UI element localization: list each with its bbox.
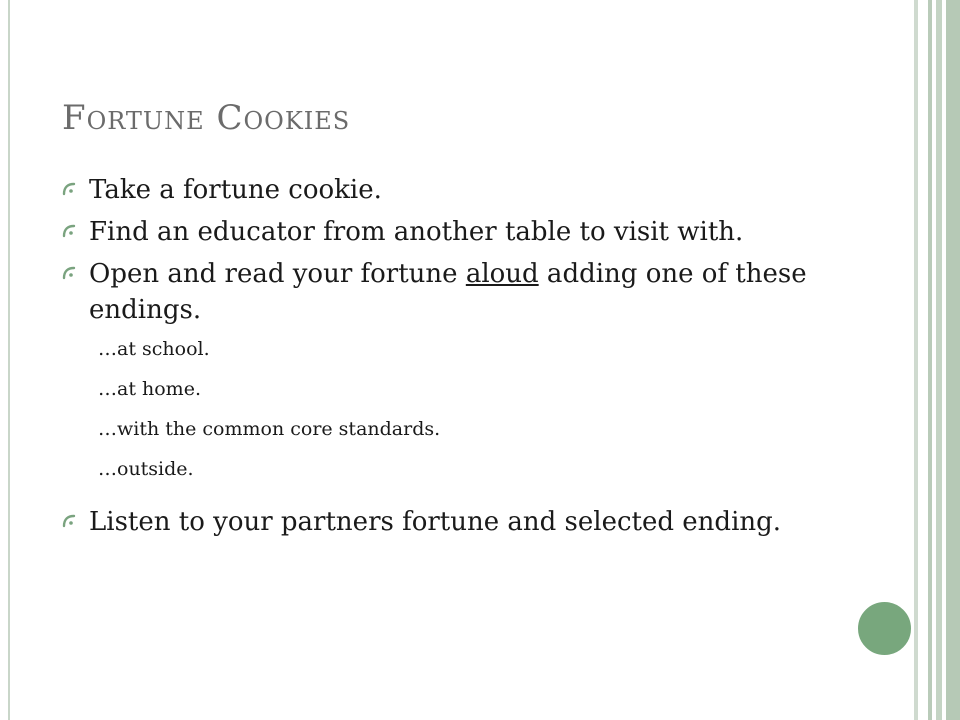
curved-bullet-icon xyxy=(62,182,76,196)
curved-bullet-icon xyxy=(62,514,76,528)
right-stripe xyxy=(946,0,960,720)
bullet-item xyxy=(62,504,852,540)
ending-item: …with the common core standards. xyxy=(98,418,441,440)
bullet-item xyxy=(62,172,852,208)
bullet-text-after: adding one of these endings. xyxy=(89,259,807,325)
bullet-list xyxy=(62,172,852,546)
slide-title: Fortune Cookies xyxy=(62,98,351,138)
bullet-item xyxy=(62,214,852,250)
bullet-text: Take a fortune cookie. xyxy=(89,175,382,205)
right-stripe xyxy=(918,0,928,720)
bullet-item xyxy=(62,256,852,328)
bullet-text: Find an educator from another table to visit with. xyxy=(89,217,744,247)
left-frame-line xyxy=(8,0,10,720)
green-circle-decoration xyxy=(855,599,914,658)
curved-bullet-icon xyxy=(62,266,76,280)
underlined-word: aloud xyxy=(465,259,539,289)
ending-item: …at school. xyxy=(98,338,210,360)
bullet-text-before: Open and read your fortune xyxy=(89,259,466,289)
endings-list xyxy=(62,334,852,494)
curved-bullet-icon xyxy=(62,224,76,238)
ending-item: …outside. xyxy=(98,458,194,480)
bullet-text: Listen to your partners fortune and selected ending. xyxy=(89,507,782,537)
ending-item: …at home. xyxy=(98,378,201,400)
